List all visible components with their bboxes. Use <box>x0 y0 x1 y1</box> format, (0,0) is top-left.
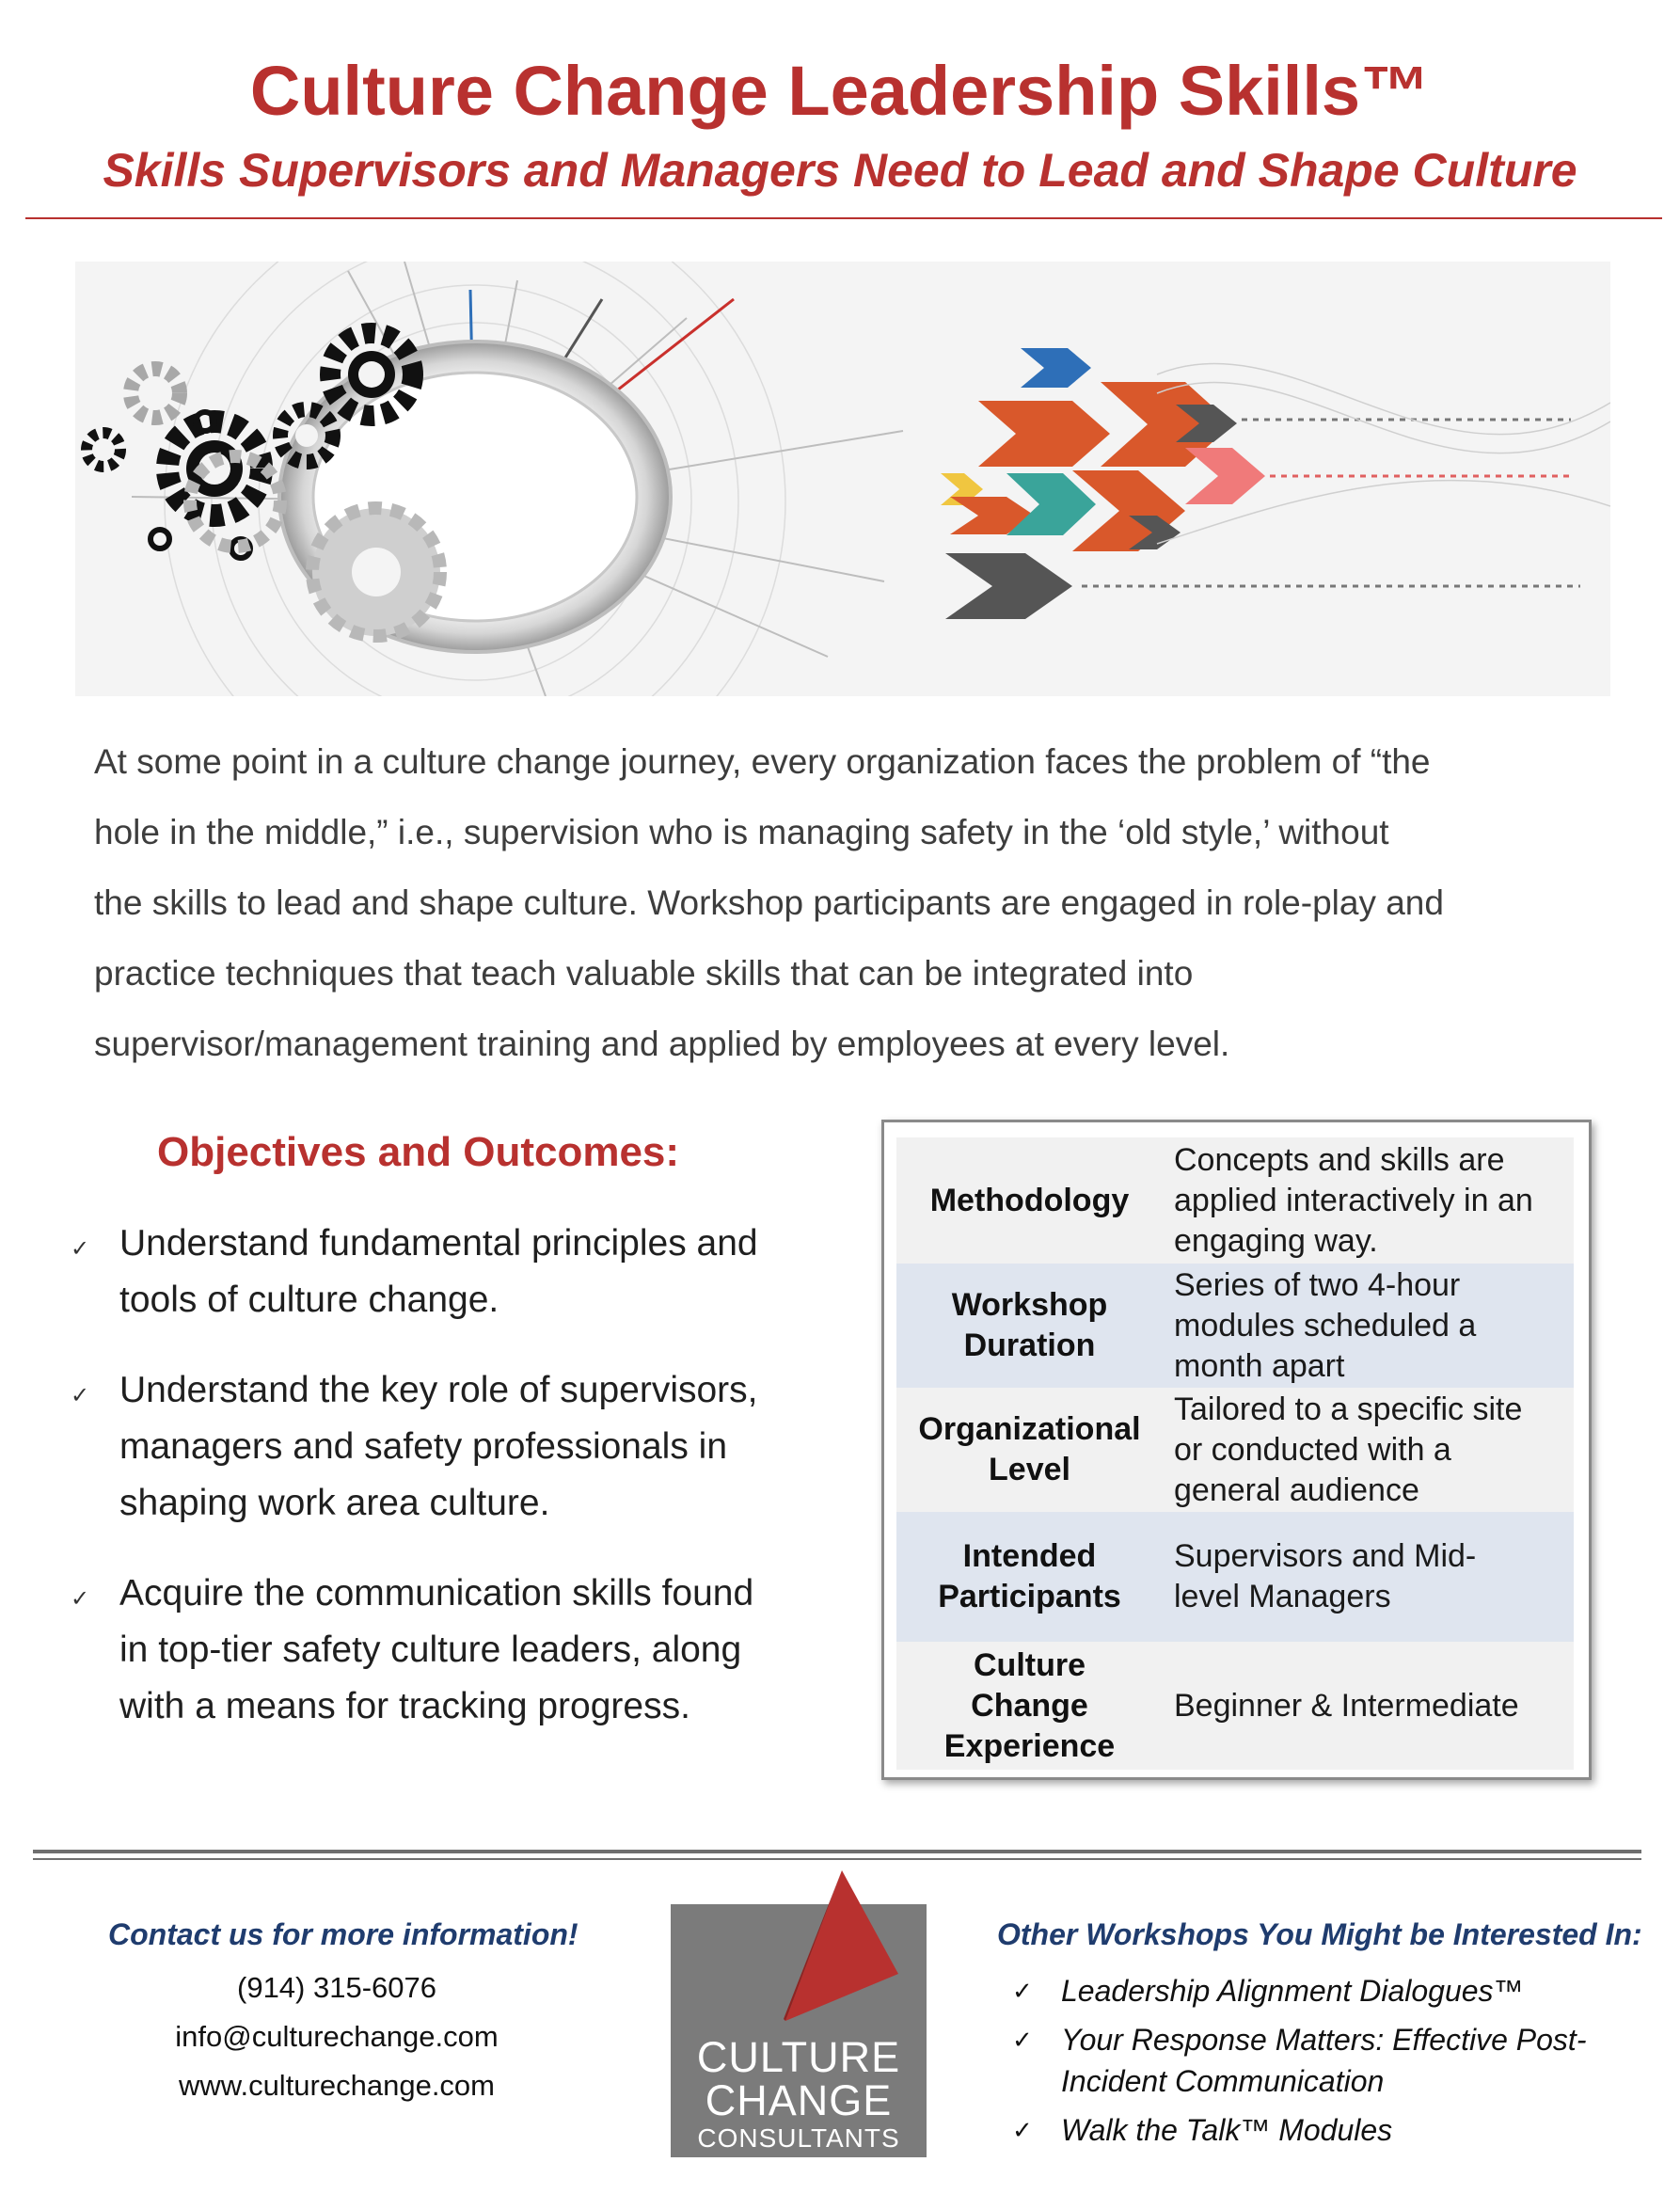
logo-line-consultants: CONSULTANTS <box>697 2123 900 2153</box>
footer-divider <box>33 1858 1641 1860</box>
label-line: Participants <box>938 1579 1121 1614</box>
contact-phone[interactable]: (914) 315-6076 <box>237 1971 436 2004</box>
label-line: Culture <box>974 1646 1086 1683</box>
checkmark-icon: ✓ <box>1012 2116 1033 2144</box>
row-value <box>1163 1642 1574 1770</box>
gears-and-arrows-graphic <box>75 262 1610 696</box>
footer-divider <box>33 1850 1641 1853</box>
value-line: level Managers <box>1174 1579 1391 1614</box>
label-line: Workshop <box>951 1287 1108 1323</box>
page-subtitle: Skills Supervisors and Managers Need to Lead and Shape Culture <box>103 144 1577 197</box>
row-label <box>896 1137 1163 1264</box>
objectives-heading: Objectives and Outcomes: <box>157 1129 680 1175</box>
intro-line: practice techniques that teach valuable skills that can be integrated into <box>94 954 1194 993</box>
value-line: modules scheduled a <box>1174 1307 1477 1343</box>
objective-text-line: with a means for tracking progress. <box>119 1686 690 1726</box>
table-row-methodology <box>896 1137 1574 1264</box>
label-line: Duration <box>963 1328 1096 1363</box>
logo-triangle <box>671 1870 927 2059</box>
workshop-item-line: Walk the Talk™ Modules <box>1061 2113 1393 2147</box>
hero-illustration <box>75 262 1610 696</box>
intro-line: the skills to lead and shape culture. Workshop participants are engaged in role-play and <box>94 883 1444 922</box>
objective-item <box>71 1566 823 1735</box>
objective-item <box>71 1216 823 1328</box>
objective-text-line: tools of culture change. <box>119 1280 499 1320</box>
value-line: Series of two 4-hour <box>1174 1266 1461 1303</box>
row-value <box>1163 1137 1574 1264</box>
objective-text-line: managers and safety professionals in <box>119 1426 728 1467</box>
row-label <box>896 1512 1163 1642</box>
checkmark-icon: ✓ <box>71 1383 90 1408</box>
value-line: engaging way. <box>1174 1222 1378 1259</box>
table-row-duration <box>896 1264 1574 1388</box>
workshop-item-line: Incident Communication <box>1061 2064 1385 2098</box>
page-title: Culture Change Leadership Skills™ <box>249 52 1431 130</box>
value-line: Supervisors and Mid- <box>1174 1538 1477 1574</box>
gear-icon <box>312 508 440 636</box>
label-line: Methodology <box>929 1182 1130 1218</box>
row-value <box>1163 1388 1574 1512</box>
value-line: Concepts and skills are <box>1174 1141 1505 1178</box>
company-logo <box>671 1870 927 2157</box>
checkmark-icon: ✓ <box>71 1586 90 1612</box>
objective-item <box>71 1362 823 1532</box>
logo-line-culture: CULTURE <box>696 2033 901 2081</box>
row-value <box>1163 1264 1574 1388</box>
other-workshops-heading: Other Workshops You Might be Interested In: <box>997 1917 1642 1951</box>
label-line: Level <box>989 1452 1070 1487</box>
row-label <box>896 1642 1163 1770</box>
value-line: applied interactively in an <box>1174 1182 1533 1218</box>
contact-email[interactable]: info@culturechange.com <box>175 2020 499 2053</box>
objective-text-line: in top-tier safety culture leaders, along <box>119 1630 742 1670</box>
intro-line: At some point in a culture change journey, every organization faces the problem of “the <box>94 742 1431 781</box>
table-row-level <box>896 1388 1574 1512</box>
row-value <box>1163 1512 1574 1642</box>
label-line: Organizational <box>918 1411 1141 1447</box>
workshop-item <box>1012 2109 1652 2151</box>
title-divider <box>25 217 1662 219</box>
checkmark-icon: ✓ <box>71 1236 90 1262</box>
value-line: or conducted with a <box>1174 1431 1451 1468</box>
workshop-info-table <box>896 1137 1574 1770</box>
objective-text-line: shaping work area culture. <box>119 1483 550 1523</box>
contact-website[interactable]: www.culturechange.com <box>179 2069 495 2102</box>
checkmark-icon: ✓ <box>1012 2026 1033 2054</box>
objective-text-line: Acquire the communication skills found <box>119 1573 754 1614</box>
row-label <box>896 1264 1163 1388</box>
intro-line: hole in the middle,” i.e., supervision who is managing safety in the ‘old style,’ without <box>94 813 1389 851</box>
value-line: general audience <box>1174 1471 1419 1508</box>
label-line: Intended <box>962 1538 1097 1574</box>
contact-heading: Contact us for more information! <box>108 1917 578 1951</box>
intro-paragraph <box>94 726 1637 1079</box>
other-workshops-list <box>1012 1970 1652 2158</box>
checkmark-icon: ✓ <box>1012 1977 1033 2005</box>
label-line: Experience <box>943 1727 1116 1764</box>
objectives-list <box>71 1216 823 1769</box>
logo-line-change: CHANGE <box>705 2076 893 2124</box>
workshop-item-line: Your Response Matters: Effective Post- <box>1061 2023 1587 2057</box>
table-row-experience <box>896 1642 1574 1770</box>
workshop-item <box>1012 2019 1652 2102</box>
workshop-info-box <box>881 1120 1592 1780</box>
objective-text-line: Understand the key role of supervisors, <box>119 1370 758 1410</box>
table-row-participants <box>896 1512 1574 1642</box>
value-line: Beginner & Intermediate <box>1174 1687 1519 1724</box>
workshop-item-line: Leadership Alignment Dialogues™ <box>1061 1974 1524 2008</box>
intro-line: supervisor/management training and applied by employees at every level. <box>94 1025 1230 1063</box>
value-line: month apart <box>1174 1347 1345 1384</box>
workshop-item <box>1012 1970 1652 2011</box>
value-line: Tailored to a specific site <box>1174 1391 1523 1427</box>
objective-text-line: Understand fundamental principles and <box>119 1223 758 1264</box>
label-line: Change <box>971 1687 1088 1724</box>
row-label <box>896 1388 1163 1512</box>
